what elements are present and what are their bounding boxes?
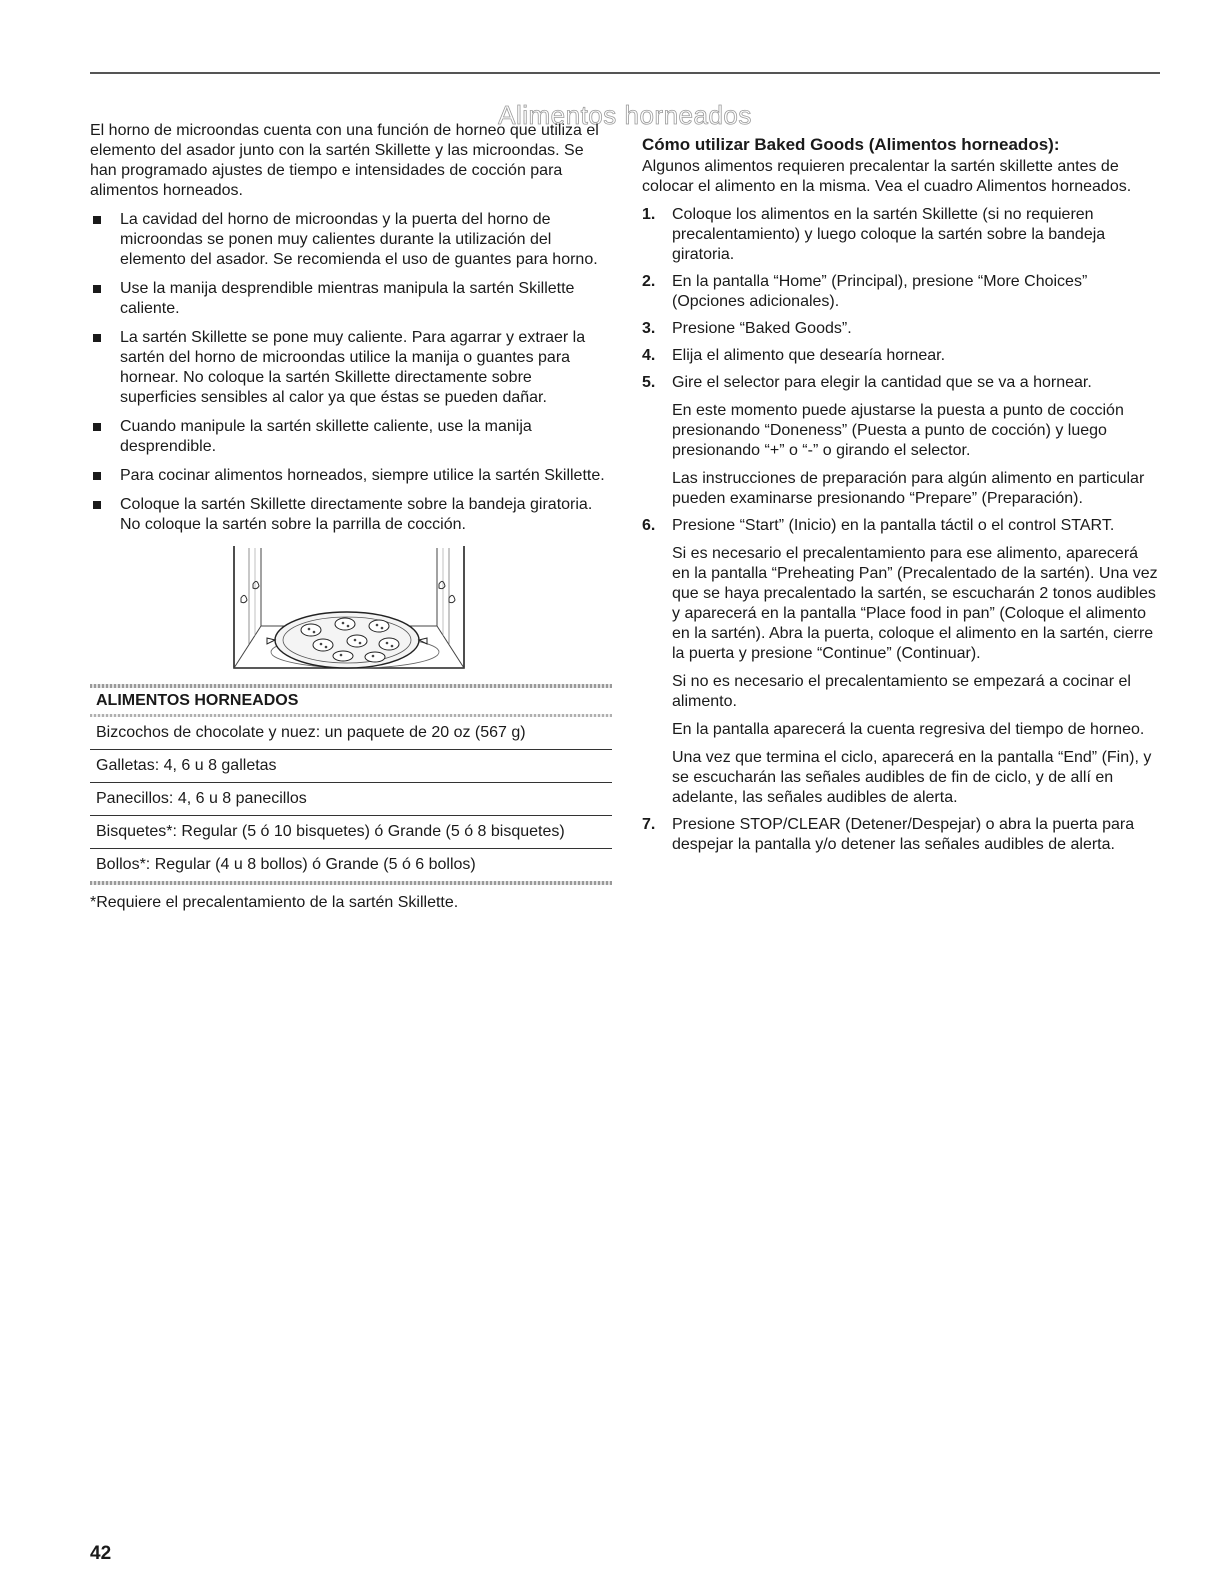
step-text: Gire el selector para elegir la cantidad que se va a hornear. [672, 374, 1092, 392]
step-item [642, 346, 1160, 366]
left-column [90, 121, 612, 913]
bullet-item [90, 466, 612, 486]
footnote: *Requiere el precalentamiento de la sartén Skillette. [90, 894, 459, 911]
step-text: Presione STOP/CLEAR (Detener/Despejar) o abra la puerta para despejar la pantalla y/o detener las señales audibles de alerta. [672, 816, 1135, 854]
step-number: 6. [642, 517, 656, 535]
bullet-square-icon [93, 334, 101, 342]
bullet-item [90, 279, 612, 319]
step-note: Las instrucciones de preparación para algún alimento en particular pueden examinarse presionando “Prepare” (Preparación). [672, 470, 1145, 508]
bullet-text: Use la manija desprendible mientras manipula la sartén Skillette caliente. [120, 280, 575, 317]
bullet-square-icon [93, 501, 101, 509]
step-number: 7. [642, 816, 656, 834]
step-item [642, 516, 1160, 808]
intro-paragraph: El horno de microondas cuenta con una función de horneo que utiliza el elemento del asador junto con la sartén Skillette y las microondas. Se han programado ajustes de tiempo e intensidades de cocción para alimentos horneados. [90, 122, 599, 199]
step-number: 3. [642, 320, 656, 338]
step-number: 1. [642, 206, 656, 224]
bullet-square-icon [93, 285, 101, 293]
bullet-text: La cavidad del horno de microondas y la puerta del horno de microondas se ponen muy calientes durante la utilización del elemento del asador. Se recomienda el uso de guantes para horno. [120, 211, 598, 268]
step-note: En este momento puede ajustarse la puesta a punto de cocción presionando “Doneness” (Puesta a punto de cocción) y luego presionando “+” o “-” o girando el selector. [672, 402, 1124, 460]
bullet-square-icon [93, 423, 101, 431]
bullet-square-icon [93, 216, 101, 224]
step-note: Una vez que termina el ciclo, aparecerá en la pantalla “End” (Fin), y se escucharán las señales audibles de fin de ciclo, y de allí en adelante, las señales audibles de alerta. [672, 749, 1152, 807]
step-text: En la pantalla “Home” (Principal), presione “More Choices” (Opciones adicionales). [672, 273, 1088, 311]
table-bottom-rule [90, 881, 612, 885]
bullet-text: Para cocinar alimentos horneados, siempre utilice la sartén Skillette. [120, 467, 605, 484]
bullet-item [90, 328, 612, 408]
page-title: Alimentos horneados [498, 100, 752, 131]
bullet-square-icon [93, 472, 101, 480]
bullet-text: Cuando manipule la sartén skillette caliente, use la manija desprendible. [120, 418, 532, 455]
table-row: Panecillos: 4, 6 u 8 panecillos [90, 783, 612, 816]
step-note: Si es necesario el precalentamiento para ese alimento, aparecerá en la pantalla “Preheating Pan” (Precalentado de la sartén). Una vez que se haya precalentado la sartén, se escucharán 2 tonos audibles y aparecerá en la pantalla “Place food in pan” (Coloque el alimento en la sartén). Abra la puerta, coloque el alimento en la sartén, cierre la puerta y presione “Continue” (Continuar). [672, 545, 1158, 663]
steps-list [642, 205, 1160, 855]
table-row: Bollos*: Regular (4 u 8 bollos) ó Grande (5 ó 6 bollos) [96, 856, 476, 873]
table-row: Bizcochos de chocolate y nuez: un paquete de 20 oz (567 g) [90, 717, 612, 750]
bullet-item [90, 495, 612, 535]
page-number: 42 [90, 1543, 112, 1564]
step-item [642, 319, 1160, 339]
step-item [642, 272, 1160, 312]
top-rule [90, 72, 1160, 74]
safety-bullet-list [90, 210, 612, 535]
step-item [642, 815, 1160, 855]
step-text: Presione “Start” (Inicio) en la pantalla táctil o el control START. [672, 517, 1115, 535]
step-note: Si no es necesario el precalentamiento se empezará a cocinar el alimento. [672, 673, 1131, 711]
bullet-text: Coloque la sartén Skillette directamente sobre la bandeja giratoria. No coloque la sartén sobre la parrilla de cocción. [120, 496, 593, 533]
right-column [642, 121, 1160, 862]
step-text: Elija el alimento que desearía hornear. [672, 347, 946, 365]
oven-skillet-drawing [231, 544, 467, 672]
step-text: Coloque los alimentos en la sartén Skillette (si no requieren precalentamiento) y luego coloque la sartén sobre la bandeja giratoria. [672, 206, 1106, 264]
section-heading: Cómo utilizar Baked Goods (Alimentos horneados): [642, 135, 1060, 155]
step-text: Presione “Baked Goods”. [672, 320, 852, 338]
bullet-item [90, 417, 612, 457]
step-note: En la pantalla aparecerá la cuenta regresiva del tiempo de horneo. [672, 721, 1145, 739]
step-number: 2. [642, 273, 656, 291]
table-row: Bisquetes*: Regular (5 ó 10 bisquetes) ó Grande (5 ó 8 bisquetes) [90, 816, 612, 849]
table-title: ALIMENTOS HORNEADOS [96, 692, 299, 709]
step-item [642, 205, 1160, 265]
oven-cavity-illustration [231, 544, 467, 672]
step-number: 5. [642, 374, 656, 392]
section-intro: Algunos alimentos requieren precalentar la sartén skillette antes de colocar el alimento en la misma. Vea el cuadro Alimentos horneados. [642, 158, 1132, 196]
table-row: Galletas: 4, 6 u 8 galletas [90, 750, 612, 783]
step-item [642, 373, 1160, 509]
bullet-item [90, 210, 612, 270]
bullet-text: La sartén Skillette se pone muy caliente. Para agarrar y extraer la sartén del horno de microondas utilice la manija o guantes para hornear. No coloque la sartén Skillette directamente sobre superficies sensibles al calor ya que éstas se pueden dañar. [120, 329, 586, 406]
step-number: 4. [642, 347, 656, 365]
